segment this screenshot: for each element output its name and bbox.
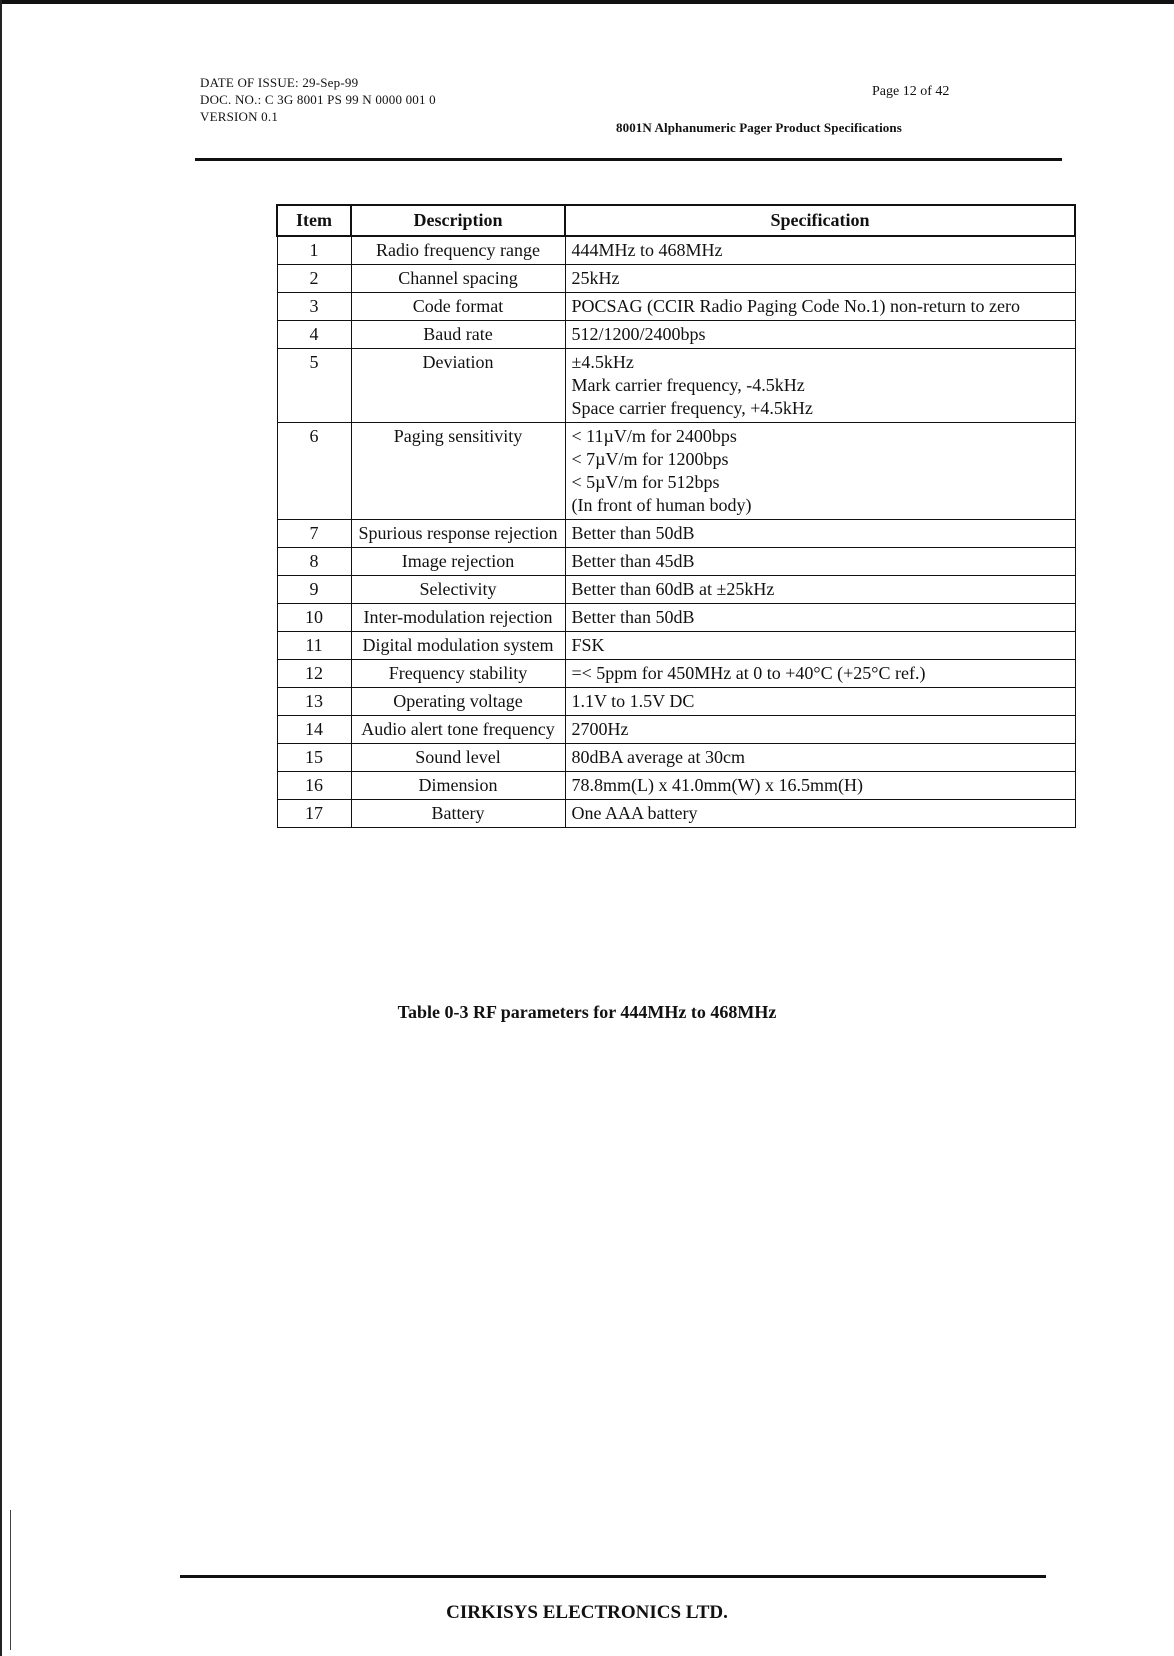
cell-item: 5 (277, 349, 351, 423)
cell-specification (565, 423, 1075, 520)
specification-line: Better than 50dB (571, 523, 695, 543)
footer-rule (180, 1575, 1046, 1578)
specification-line: < 11µV/m for 2400bps (571, 426, 737, 446)
table-row (277, 604, 1075, 632)
cell-item: 11 (277, 632, 351, 660)
table-row (277, 423, 1075, 520)
cell-specification (565, 349, 1075, 423)
cell-specification (565, 520, 1075, 548)
cell-specification (565, 293, 1075, 321)
specification-line: 1.1V to 1.5V DC (571, 691, 695, 711)
table-row (277, 744, 1075, 772)
rf-parameters-table (276, 204, 1076, 828)
column-header-item: Item (277, 205, 351, 236)
cell-description: Paging sensitivity (351, 423, 565, 520)
specification-line: ±4.5kHz (571, 352, 634, 372)
cell-specification (565, 576, 1075, 604)
cell-description: Channel spacing (351, 265, 565, 293)
cell-item: 3 (277, 293, 351, 321)
cell-specification (565, 660, 1075, 688)
specification-line: 78.8mm(L) x 41.0mm(W) x 16.5mm(H) (571, 775, 863, 795)
specification-line: One AAA battery (571, 803, 698, 823)
specification-line: < 7µV/m for 1200bps (571, 449, 729, 469)
table-row (277, 293, 1075, 321)
document-header-info (200, 74, 436, 125)
table-row (277, 576, 1075, 604)
page-number: Page 12 of 42 (872, 84, 950, 99)
table-row (277, 772, 1075, 800)
specification-line: FSK (571, 635, 605, 655)
cell-item: 8 (277, 548, 351, 576)
cell-item: 16 (277, 772, 351, 800)
cell-description: Inter-modulation rejection (351, 604, 565, 632)
page-left-margin-mark (10, 1510, 11, 1650)
table-row (277, 520, 1075, 548)
specification-line: 80dBA average at 30cm (571, 747, 745, 767)
cell-description: Digital modulation system (351, 632, 565, 660)
cell-item: 15 (277, 744, 351, 772)
specification-line: 25kHz (571, 268, 620, 288)
cell-item: 14 (277, 716, 351, 744)
specification-line: Better than 60dB at ±25kHz (571, 579, 775, 599)
cell-specification (565, 632, 1075, 660)
table-row (277, 688, 1075, 716)
cell-description: Image rejection (351, 548, 565, 576)
specification-line: 512/1200/2400bps (571, 324, 706, 344)
cell-item: 17 (277, 800, 351, 828)
cell-description: Operating voltage (351, 688, 565, 716)
table-row (277, 236, 1075, 265)
cell-specification (565, 265, 1075, 293)
specification-line: POCSAG (CCIR Radio Paging Code No.1) non-return to zero (571, 296, 1020, 316)
column-header-specification: Specification (565, 205, 1075, 236)
specification-line: Space carrier frequency, +4.5kHz (571, 398, 813, 418)
table-header-row (277, 205, 1075, 236)
document-title: 8001N Alphanumeric Pager Product Specifications (616, 120, 902, 135)
table-caption: Table 0-3 RF parameters for 444MHz to 468MHz (397, 1002, 777, 1022)
cell-description: Code format (351, 293, 565, 321)
table-row (277, 716, 1075, 744)
specification-line: < 5µV/m for 512bps (571, 472, 720, 492)
document-version: VERSION 0.1 (200, 109, 279, 124)
document-number: DOC. NO.: C 3G 8001 PS 99 N 0000 001 0 (200, 92, 436, 107)
cell-description: Baud rate (351, 321, 565, 349)
cell-description: Dimension (351, 772, 565, 800)
specification-line: =< 5ppm for 450MHz at 0 to +40°C (+25°C ref.) (571, 663, 926, 683)
specification-line: 444MHz to 468MHz (571, 240, 723, 260)
cell-description: Selectivity (351, 576, 565, 604)
cell-description: Sound level (351, 744, 565, 772)
page-left-rule (0, 0, 2, 1656)
company-footer: CIRKISYS ELECTRONICS LTD. (446, 1602, 728, 1623)
specification-line: Better than 45dB (571, 551, 695, 571)
cell-specification (565, 604, 1075, 632)
cell-item: 1 (277, 236, 351, 265)
cell-item: 7 (277, 520, 351, 548)
table-row (277, 800, 1075, 828)
cell-specification (565, 716, 1075, 744)
cell-item: 12 (277, 660, 351, 688)
table-row (277, 349, 1075, 423)
table-row (277, 548, 1075, 576)
cell-item: 2 (277, 265, 351, 293)
specification-line: Better than 50dB (571, 607, 695, 627)
header-rule (195, 158, 1062, 161)
cell-item: 9 (277, 576, 351, 604)
table-row (277, 632, 1075, 660)
cell-item: 10 (277, 604, 351, 632)
cell-specification (565, 236, 1075, 265)
table-row (277, 265, 1075, 293)
cell-item: 13 (277, 688, 351, 716)
date-of-issue: DATE OF ISSUE: 29-Sep-99 (200, 75, 359, 90)
specification-line: (In front of human body) (571, 495, 752, 515)
cell-item: 4 (277, 321, 351, 349)
cell-specification (565, 744, 1075, 772)
table-row (277, 321, 1075, 349)
cell-description: Audio alert tone frequency (351, 716, 565, 744)
cell-description: Radio frequency range (351, 236, 565, 265)
specification-line: Mark carrier frequency, -4.5kHz (571, 375, 805, 395)
specification-line: 2700Hz (571, 719, 629, 739)
cell-description: Frequency stability (351, 660, 565, 688)
table-body (277, 236, 1075, 828)
cell-description: Battery (351, 800, 565, 828)
cell-specification (565, 321, 1075, 349)
cell-specification (565, 688, 1075, 716)
cell-description: Spurious response rejection (351, 520, 565, 548)
table-row (277, 660, 1075, 688)
cell-item: 6 (277, 423, 351, 520)
page-top-rule (0, 0, 1174, 4)
cell-specification (565, 548, 1075, 576)
cell-specification (565, 772, 1075, 800)
cell-description: Deviation (351, 349, 565, 423)
column-header-description: Description (351, 205, 565, 236)
cell-specification (565, 800, 1075, 828)
